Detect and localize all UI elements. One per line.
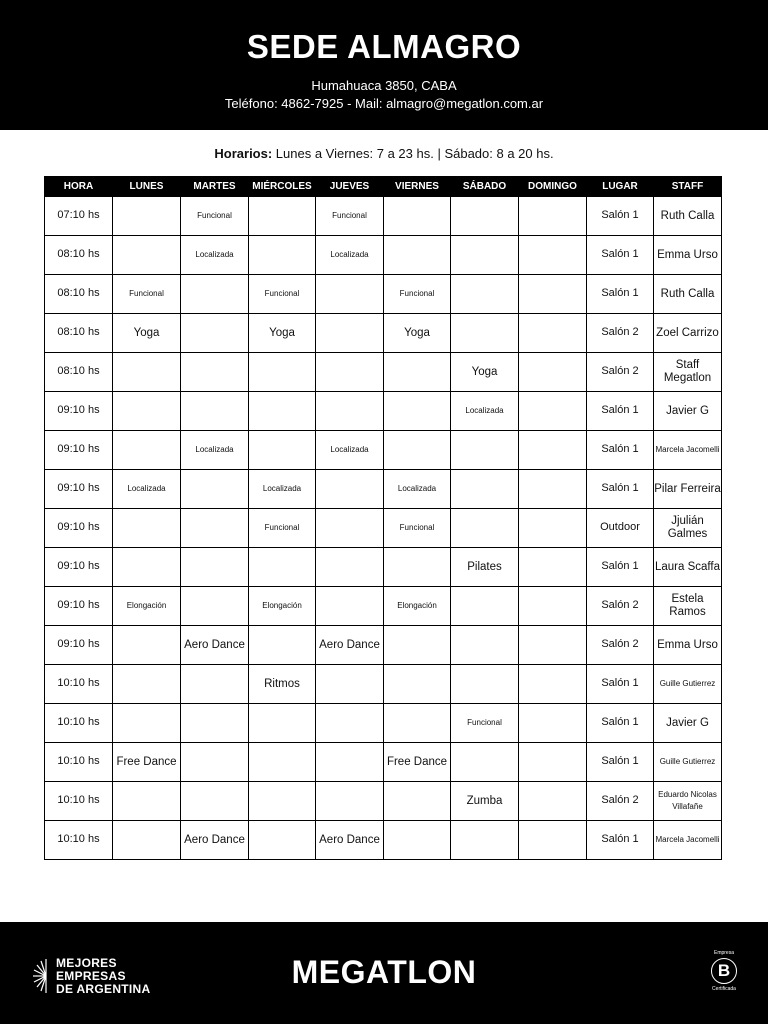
class-cell — [384, 782, 451, 821]
cell-text: 10:10 hs — [57, 833, 100, 846]
time-cell — [45, 587, 113, 626]
class-cell — [181, 743, 249, 782]
cell-text: Zoel Carrizo — [656, 326, 719, 339]
class-cell — [316, 509, 384, 548]
column-header: MIÉRCOLES — [249, 177, 316, 197]
class-cell — [451, 782, 519, 821]
cell-text: Salón 1 — [601, 755, 639, 768]
cell-text: Localizada — [127, 484, 166, 494]
bcorp-bottom-label: Certificada — [712, 986, 736, 992]
time-cell — [45, 431, 113, 470]
cell-text: Funcional — [332, 211, 367, 221]
cell-text: Salón 2 — [601, 638, 639, 651]
class-cell — [384, 626, 451, 665]
class-cell — [451, 509, 519, 548]
cell-text: Funcional — [467, 718, 502, 728]
class-cell — [519, 431, 587, 470]
mejores-line-1: MEJORES — [56, 955, 117, 970]
column-header: MARTES — [181, 177, 249, 197]
time-cell — [45, 392, 113, 431]
time-cell — [45, 509, 113, 548]
address: Humahuaca 3850, CABA — [311, 78, 457, 93]
table-row — [45, 236, 722, 275]
hours-label: Horarios: — [214, 146, 273, 161]
class-cell — [181, 548, 249, 587]
cell-text: Free Dance — [116, 755, 177, 768]
class-cell — [249, 587, 316, 626]
table-row — [45, 587, 722, 626]
class-cell — [451, 587, 519, 626]
class-cell — [181, 821, 249, 860]
class-cell — [113, 665, 181, 704]
cell-text: Yoga — [133, 326, 160, 339]
staff-cell — [654, 509, 722, 548]
class-cell — [316, 353, 384, 392]
class-cell — [451, 743, 519, 782]
location-cell — [587, 587, 654, 626]
column-header: STAFF — [654, 177, 722, 197]
class-cell — [384, 275, 451, 314]
class-cell — [113, 392, 181, 431]
staff-cell — [654, 197, 722, 236]
cell-text: Elongación — [262, 601, 302, 611]
cell-text: Funcional — [399, 523, 435, 533]
page-title: SEDE ALMAGRO — [246, 28, 522, 65]
class-cell — [316, 626, 384, 665]
location-cell — [587, 353, 654, 392]
class-cell — [519, 743, 587, 782]
class-cell — [181, 509, 249, 548]
time-cell — [45, 470, 113, 509]
cell-text: Salón 1 — [601, 482, 639, 495]
class-cell — [249, 236, 316, 275]
time-cell — [45, 353, 113, 392]
column-header: LUNES — [113, 177, 181, 197]
class-cell — [384, 821, 451, 860]
class-cell — [249, 704, 316, 743]
class-cell — [519, 626, 587, 665]
class-cell — [249, 275, 316, 314]
class-cell — [316, 275, 384, 314]
class-cell — [249, 743, 316, 782]
cell-text: Funcional — [264, 523, 300, 533]
table-row — [45, 821, 722, 860]
time-cell — [45, 665, 113, 704]
location-cell — [587, 509, 654, 548]
class-cell — [316, 704, 384, 743]
cell-text: Salón 1 — [601, 248, 639, 261]
cell-text: Funcional — [129, 289, 164, 299]
class-cell — [249, 392, 316, 431]
cell-text: 07:10 hs — [57, 209, 100, 222]
cell-text: 09:10 hs — [57, 521, 100, 534]
class-cell — [249, 509, 316, 548]
cell-text: Aero Dance — [184, 833, 245, 846]
class-cell — [316, 197, 384, 236]
class-cell — [519, 548, 587, 587]
cell-text: Jjulián Galmes — [667, 515, 708, 540]
time-cell — [45, 275, 113, 314]
class-cell — [519, 197, 587, 236]
class-cell — [316, 587, 384, 626]
class-cell — [519, 353, 587, 392]
cell-text: Javier G — [666, 716, 709, 729]
staff-cell — [654, 275, 722, 314]
table-row — [45, 782, 722, 821]
schedule-header — [45, 177, 722, 197]
class-cell — [181, 431, 249, 470]
location-cell — [587, 314, 654, 353]
class-cell — [181, 782, 249, 821]
column-header: VIERNES — [384, 177, 451, 197]
class-cell — [451, 353, 519, 392]
class-cell — [181, 665, 249, 704]
cell-text: Funcional — [399, 289, 435, 299]
class-cell — [249, 353, 316, 392]
cell-text: Salón 2 — [601, 599, 639, 612]
class-cell — [181, 236, 249, 275]
class-cell — [113, 743, 181, 782]
cell-text: Salón 1 — [601, 833, 639, 846]
class-cell — [181, 197, 249, 236]
location-cell — [587, 470, 654, 509]
table-row — [45, 353, 722, 392]
cell-text: Free Dance — [386, 755, 448, 768]
class-cell — [181, 314, 249, 353]
class-cell — [316, 392, 384, 431]
cell-text: 08:10 hs — [57, 365, 100, 378]
cell-text: Guille Gutierrez — [659, 679, 716, 689]
column-header: JUEVES — [316, 177, 384, 197]
location-cell — [587, 548, 654, 587]
table-row — [45, 431, 722, 470]
cell-text: Ritmos — [264, 677, 300, 690]
schedule-body — [45, 197, 722, 860]
location-cell — [587, 236, 654, 275]
column-header: SÁBADO — [451, 177, 519, 197]
class-cell — [113, 470, 181, 509]
brand-logo: MEGATLON — [291, 954, 477, 990]
location-cell — [587, 275, 654, 314]
cell-text: Localizada — [330, 250, 369, 260]
staff-cell — [654, 665, 722, 704]
class-cell — [249, 548, 316, 587]
contact-info: Teléfono: 4862-7925 - Mail: almagro@megatlon.com.ar — [224, 96, 544, 111]
cell-text: Localizada — [262, 484, 302, 494]
class-cell — [384, 197, 451, 236]
cell-text: Localizada — [330, 445, 369, 455]
location-cell — [587, 782, 654, 821]
class-cell — [181, 704, 249, 743]
cell-text: Emma Urso — [657, 638, 718, 651]
class-cell — [451, 197, 519, 236]
class-cell — [384, 470, 451, 509]
table-row — [45, 275, 722, 314]
class-cell — [316, 314, 384, 353]
cell-text: Marcela Jacomelli — [655, 835, 720, 845]
class-cell — [249, 314, 316, 353]
class-cell — [249, 821, 316, 860]
class-cell — [181, 353, 249, 392]
class-cell — [451, 821, 519, 860]
class-cell — [113, 431, 181, 470]
class-cell — [316, 236, 384, 275]
class-cell — [113, 587, 181, 626]
class-cell — [249, 197, 316, 236]
class-cell — [519, 509, 587, 548]
cell-text: 09:10 hs — [57, 638, 100, 651]
time-cell — [45, 782, 113, 821]
cell-text: Salón 1 — [601, 677, 639, 690]
class-cell — [113, 275, 181, 314]
class-cell — [113, 626, 181, 665]
time-cell — [45, 821, 113, 860]
cell-text: 10:10 hs — [57, 755, 100, 768]
cell-text: Pilar Ferreira — [654, 482, 721, 495]
staff-cell — [654, 431, 722, 470]
class-cell — [451, 392, 519, 431]
hours-text: Lunes a Viernes: 7 a 23 hs. | Sábado: 8 a 20 hs. — [272, 146, 554, 161]
class-cell — [451, 275, 519, 314]
time-cell — [45, 197, 113, 236]
class-cell — [519, 236, 587, 275]
staff-cell — [654, 782, 722, 821]
location-cell — [587, 743, 654, 782]
class-cell — [451, 626, 519, 665]
class-cell — [519, 470, 587, 509]
staff-cell — [654, 587, 722, 626]
class-cell — [451, 704, 519, 743]
class-cell — [384, 509, 451, 548]
cell-text: Salón 1 — [601, 560, 639, 573]
cell-text: 08:10 hs — [57, 248, 100, 261]
table-row — [45, 392, 722, 431]
class-cell — [519, 392, 587, 431]
class-cell — [384, 392, 451, 431]
cell-text: Funcional — [197, 211, 232, 221]
schedule-table — [44, 176, 722, 860]
staff-cell — [654, 626, 722, 665]
class-cell — [181, 470, 249, 509]
staff-cell — [654, 743, 722, 782]
cell-text: 09:10 hs — [57, 404, 100, 417]
location-cell — [587, 197, 654, 236]
class-cell — [451, 431, 519, 470]
class-cell — [384, 548, 451, 587]
cell-text: Yoga — [404, 326, 430, 339]
class-cell — [181, 587, 249, 626]
cell-text: Aero Dance — [184, 638, 245, 651]
class-cell — [316, 743, 384, 782]
cell-text: Guille Gutierrez — [659, 757, 716, 767]
cell-text: Salón 1 — [601, 209, 639, 222]
class-cell — [249, 431, 316, 470]
cell-text: Ruth Calla — [660, 209, 715, 222]
footer — [0, 922, 768, 1024]
cell-text: Salón 1 — [601, 443, 639, 456]
column-header: HORA — [45, 177, 113, 197]
mejores-line-2: EMPRESAS — [56, 968, 126, 983]
cell-text: Elongación — [126, 601, 167, 611]
cell-text: Ruth Calla — [660, 287, 715, 300]
table-row — [45, 743, 722, 782]
class-cell — [384, 743, 451, 782]
cell-text: Salón 1 — [601, 716, 639, 729]
cell-text: Salón 2 — [601, 794, 639, 807]
cell-text: Salón 2 — [601, 365, 639, 378]
class-cell — [451, 314, 519, 353]
class-cell — [451, 236, 519, 275]
class-cell — [384, 353, 451, 392]
class-cell — [113, 353, 181, 392]
cell-text: 10:10 hs — [57, 794, 100, 807]
class-cell — [113, 548, 181, 587]
time-cell — [45, 626, 113, 665]
class-cell — [519, 587, 587, 626]
cell-text: Localizada — [195, 445, 234, 455]
staff-cell — [654, 548, 722, 587]
cell-text: 09:10 hs — [57, 560, 100, 573]
class-cell — [316, 548, 384, 587]
cell-text: Pilates — [467, 560, 502, 573]
cell-text: Eduardo Nicolas Villafañe — [658, 790, 717, 811]
cell-text: 09:10 hs — [57, 599, 100, 612]
staff-cell — [654, 821, 722, 860]
class-cell — [316, 431, 384, 470]
staff-cell — [654, 704, 722, 743]
staff-cell — [654, 314, 722, 353]
class-cell — [384, 665, 451, 704]
class-cell — [384, 314, 451, 353]
cell-text: 09:10 hs — [57, 443, 100, 456]
cell-text: Zumba — [466, 794, 503, 807]
cell-text: Estela Ramos — [669, 593, 706, 618]
cell-text: Localizada — [195, 250, 234, 260]
class-cell — [316, 821, 384, 860]
column-header: DOMINGO — [519, 177, 587, 197]
opening-hours — [0, 146, 768, 161]
class-cell — [384, 704, 451, 743]
cell-text: Salón 1 — [601, 287, 639, 300]
cell-text: Aero Dance — [319, 833, 380, 846]
class-cell — [181, 392, 249, 431]
class-cell — [519, 275, 587, 314]
table-row — [45, 548, 722, 587]
time-cell — [45, 548, 113, 587]
class-cell — [249, 665, 316, 704]
class-cell — [384, 431, 451, 470]
class-cell — [249, 782, 316, 821]
class-cell — [384, 236, 451, 275]
table-row — [45, 314, 722, 353]
cell-text: Elongación — [397, 601, 437, 611]
class-cell — [519, 782, 587, 821]
header — [0, 0, 768, 130]
cell-text: Javier G — [666, 404, 709, 417]
time-cell — [45, 743, 113, 782]
cell-text: 08:10 hs — [57, 287, 100, 300]
class-cell — [181, 626, 249, 665]
cell-text: Staff Megatlon — [663, 359, 712, 384]
mejores-line-3: DE ARGENTINA — [56, 981, 151, 996]
table-row — [45, 197, 722, 236]
class-cell — [113, 314, 181, 353]
cell-text: 10:10 hs — [57, 716, 100, 729]
class-cell — [249, 626, 316, 665]
class-cell — [181, 275, 249, 314]
time-cell — [45, 704, 113, 743]
class-cell — [113, 197, 181, 236]
table-row — [45, 665, 722, 704]
cell-text: 10:10 hs — [57, 677, 100, 690]
class-cell — [113, 821, 181, 860]
class-cell — [519, 704, 587, 743]
table-row — [45, 509, 722, 548]
class-cell — [316, 665, 384, 704]
class-cell — [451, 548, 519, 587]
cell-text: Marcela Jacomelli — [655, 445, 720, 455]
cell-text: Yoga — [471, 365, 498, 378]
staff-cell — [654, 470, 722, 509]
class-cell — [113, 782, 181, 821]
cell-text: Localizada — [465, 406, 504, 416]
column-header: LUGAR — [587, 177, 654, 197]
bcorp-top-label: Empresa — [713, 950, 734, 956]
cell-text: 09:10 hs — [57, 482, 100, 495]
cell-text: Salón 2 — [601, 326, 639, 339]
class-cell — [316, 782, 384, 821]
staff-cell — [654, 392, 722, 431]
location-cell — [587, 665, 654, 704]
class-cell — [451, 665, 519, 704]
class-cell — [519, 314, 587, 353]
time-cell — [45, 314, 113, 353]
class-cell — [451, 470, 519, 509]
location-cell — [587, 392, 654, 431]
class-cell — [113, 236, 181, 275]
cell-text: Yoga — [269, 326, 295, 339]
cell-text: Localizada — [397, 484, 437, 494]
class-cell — [113, 509, 181, 548]
class-cell — [519, 821, 587, 860]
staff-cell — [654, 236, 722, 275]
cell-text: Aero Dance — [319, 638, 380, 651]
cell-text: Salón 1 — [601, 404, 639, 417]
staff-cell — [654, 353, 722, 392]
class-cell — [519, 665, 587, 704]
cell-text: Funcional — [264, 289, 300, 299]
class-cell — [113, 704, 181, 743]
table-row — [45, 470, 722, 509]
cell-text: Emma Urso — [657, 248, 718, 261]
table-row — [45, 626, 722, 665]
location-cell — [587, 626, 654, 665]
cell-text: 08:10 hs — [57, 326, 100, 339]
table-row — [45, 704, 722, 743]
cell-text: Outdoor — [600, 521, 640, 534]
time-cell — [45, 236, 113, 275]
location-cell — [587, 821, 654, 860]
class-cell — [316, 470, 384, 509]
class-cell — [249, 470, 316, 509]
location-cell — [587, 431, 654, 470]
location-cell — [587, 704, 654, 743]
bcorp-b-icon: B — [711, 958, 737, 984]
bcorp-badge — [705, 950, 743, 992]
class-cell — [384, 587, 451, 626]
cell-text: Laura Scaffa — [654, 560, 720, 573]
